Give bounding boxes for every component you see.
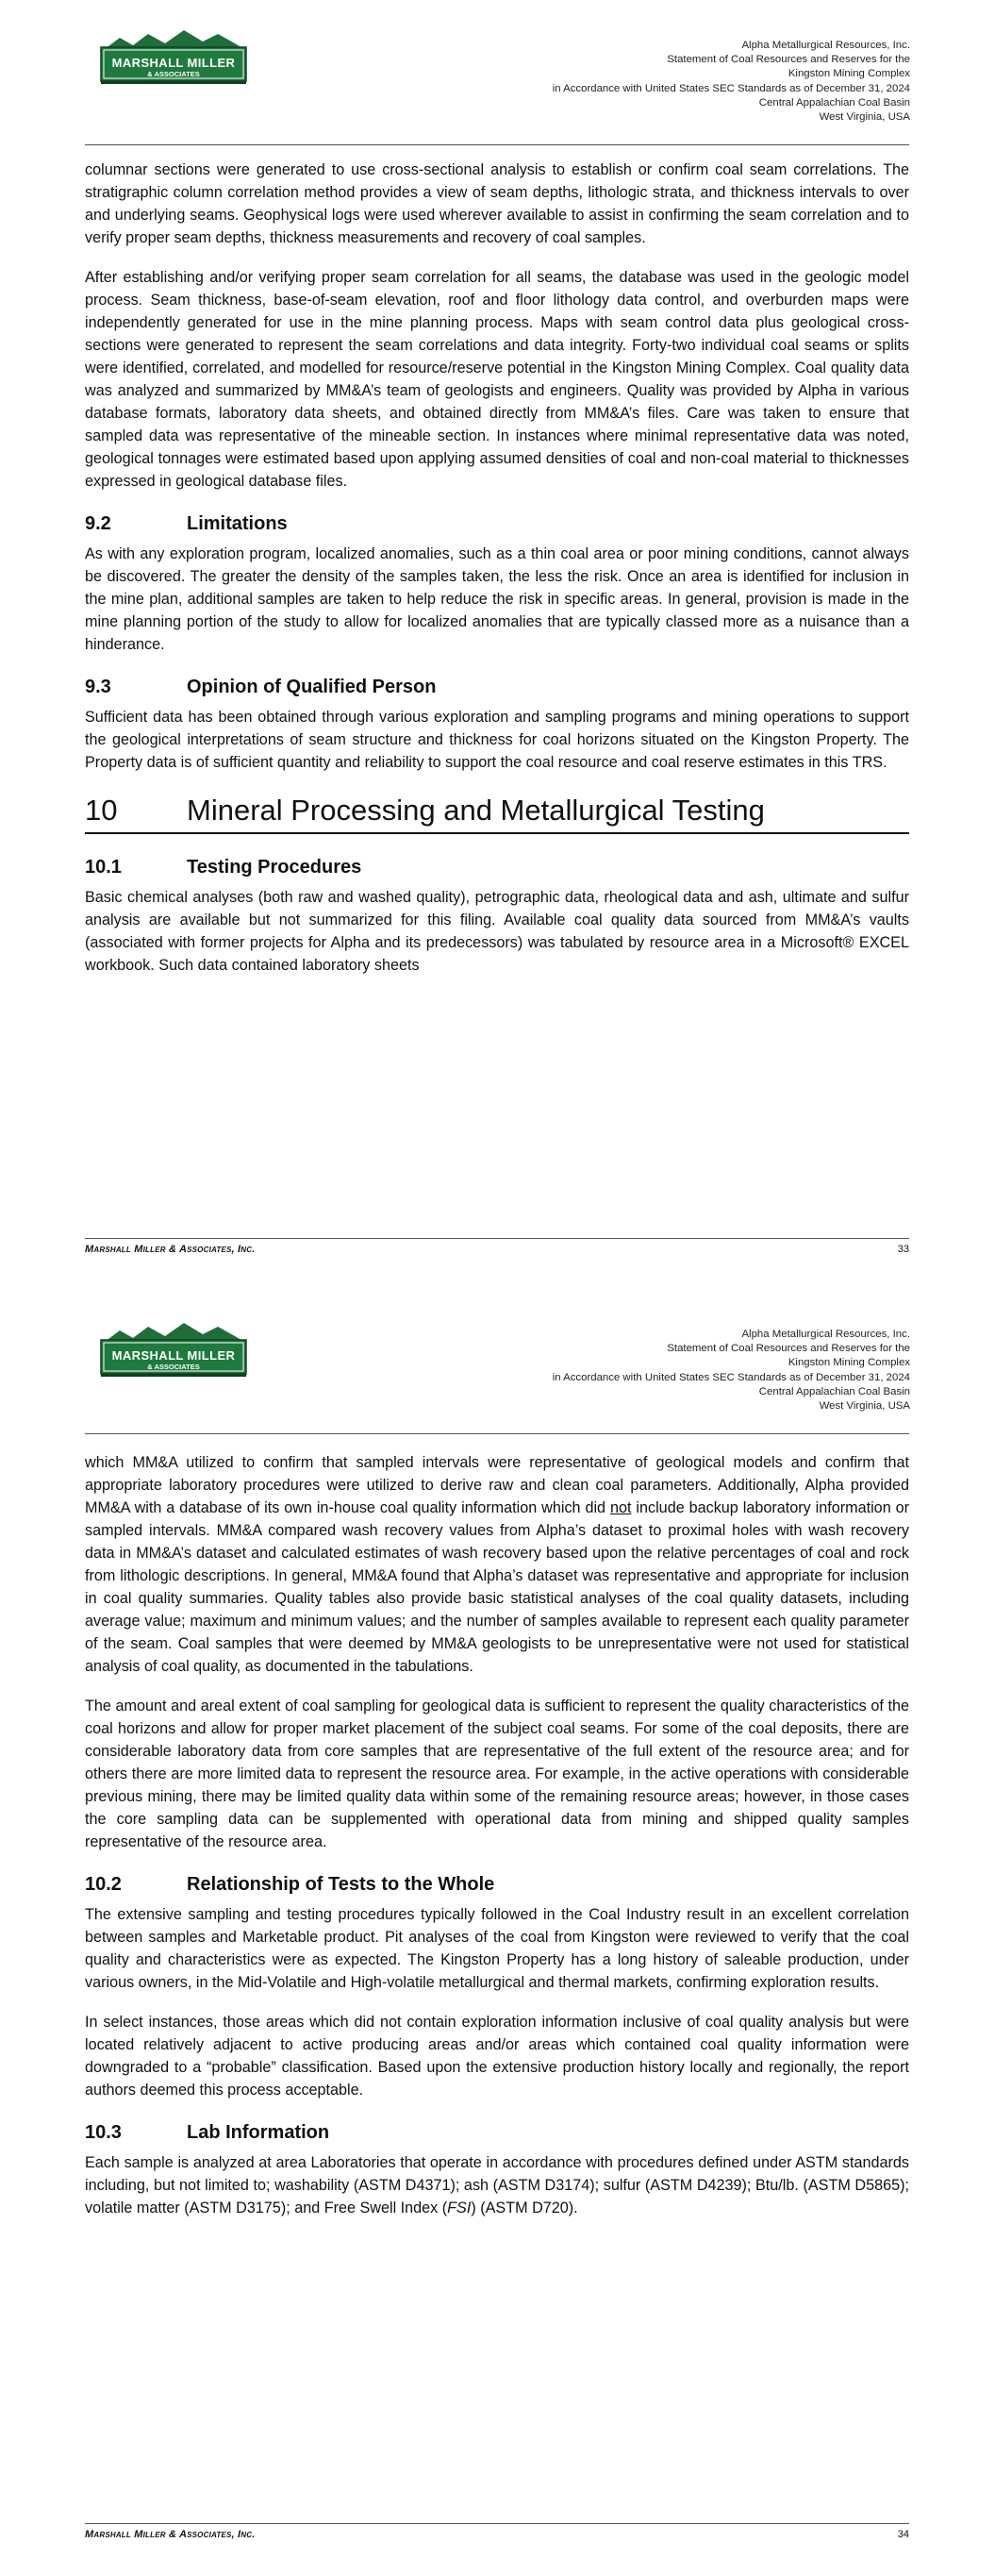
text-run: include backup laboratory information or sampled intervals. MM&A compared wash recovery values from Alpha’s dataset to proximal holes with wash recovery data in MM&A’s dataset and calculated estimates of wash recovery based upon the relative percentages of coal and rock from lithologic descriptions. In general, MM&A found that Alpha’s dataset was representative and appropriate for inclusion in coal quality summaries. Quality tables also provide basic statistical analyses of the coal quality datasets, including average value; maximum and minimum values; and the number of samples available to represent each quality parameter of the seam. Coal samples that were deemed by MM&A geologists to be unrepresentative were not used for statistical analysis of coal quality, as documented in the tabulations. [85, 1499, 909, 1675]
header-basin: Central Appalachian Coal Basin [758, 96, 910, 109]
paragraph: The extensive sampling and testing procedures typically followed in the Coal Industry result in an excellent correlation between samples and Marketable product. Pit analyses of the coal from Kingston were reviewed to verify that the coal quality and characteristics were as expected. The Kingston Property has a long history of saleable production, under various owners, in the Mid-Volatile and High-volatile metallurgical and thermal markets, confirming exploration results. [85, 1906, 909, 1991]
header-location: West Virginia, USA [819, 1400, 910, 1413]
underlined-word: not [609, 1499, 632, 1516]
svg-text:MARSHALL MILLER: MARSHALL MILLER [111, 1348, 236, 1363]
page-footer [85, 2529, 909, 2540]
section-title: Testing Procedures [187, 857, 362, 878]
report-header [344, 39, 910, 125]
section-title: Opinion of Qualified Person [187, 677, 437, 697]
paragraph [85, 2151, 909, 2219]
section-heading-10-1 [85, 853, 909, 881]
page-body [85, 159, 909, 994]
section-heading-9-2 [85, 510, 909, 538]
page-footer [85, 1244, 909, 1255]
header-standards: in Accordance with United States SEC Standards as of December 31, 2024 [552, 1371, 910, 1383]
header-rule [85, 1433, 909, 1434]
chapter-heading-10 [85, 791, 909, 834]
company-logo [97, 1319, 250, 1389]
page-body [85, 1451, 909, 2236]
footer-rule [85, 1238, 909, 1239]
svg-text:& ASSOCIATES: & ASSOCIATES [147, 1363, 200, 1371]
text-run: ) (ASTM D720). [471, 2200, 578, 2216]
section-title: Relationship of Tests to the Whole [187, 1874, 495, 1895]
page-number: 34 [897, 2529, 909, 2540]
header-statement: Statement of Coal Resources and Reserves for the [667, 54, 910, 66]
text-run: which MM&A utilized to confirm that sampled intervals were representative of geological models and confirm that appropriate laboratory procedures were utilized to derive raw and clean coal parameters. Additionally, Alpha provided MM&A with a database of its own in-house coal quality information which did [85, 1454, 909, 1516]
header-statement: Statement of Coal Resources and Reserves for the [667, 1343, 910, 1355]
section-heading-10-3 [85, 2118, 909, 2147]
header-company: Alpha Metallurgical Resources, Inc. [741, 1329, 910, 1340]
header-rule [85, 144, 909, 145]
paragraph: After establishing and/or verifying proper seam correlation for all seams, the database was used in the geologic model process. Seam thickness, base-of-seam elevation, roof and floor lithology data control, and overburden maps were independently generated for use in the mine planning process. Maps with seam control data plus geological cross-sections were generated to represent the seam correlations and data integrity. Forty-two individual coal seams or splits were identified, correlated, and modelled for resource/reserve potential in the Kingston Mining Complex. Coal quality data was analyzed and summarized by MM&A’s team of geologists and engineers. Quality was provided by Alpha in various database formats, laboratory data sheets, and obtained directly from MM&A’s files. Care was taken to ensure that sampled data was representative of the mineable section. In instances where minimal representative data was noted, geological tonnages were estimated based upon applying assumed densities of coal and non-coal material to thicknesses expressed in geological database files. [85, 269, 909, 490]
chapter-number: 10 [85, 794, 118, 827]
document-page-34 [0, 1288, 995, 2576]
italic-term: FSI [447, 2200, 472, 2216]
header-complex: Kingston Mining Complex [788, 68, 910, 80]
footer-rule [85, 2523, 909, 2524]
footer-firm: Marshall Miller & Associates, Inc. [85, 2529, 256, 2540]
section-heading-10-2 [85, 1870, 909, 1899]
footer-firm: Marshall Miller & Associates, Inc. [85, 1244, 256, 1255]
section-number: 10.3 [85, 2122, 122, 2143]
paragraph: columnar sections were generated to use cross-sectional analysis to establish or confirm coal seam correlations. The stratigraphic column correlation method provides a view of seam depths, lithologic strata, and thickness intervals to over and underlying seams. Geophysical logs were used wherever available to assist in confirming the seam correlation and to verify proper seam depths, thickness measurements and recovery of coal samples. [85, 161, 909, 246]
header-complex: Kingston Mining Complex [788, 1357, 910, 1369]
section-title: Lab Information [187, 2122, 330, 2143]
header-company: Alpha Metallurgical Resources, Inc. [741, 40, 910, 51]
paragraph [85, 1451, 909, 1678]
section-heading-9-3 [85, 673, 909, 701]
paragraph: In select instances, those areas which did not contain exploration information inclusive of coal quality analysis but were located relatively adjacent to active producing areas and/or areas which contained coal quality information were downgraded to a “probable” classification. Based upon the extensive production history locally and regionally, the report authors deemed this process acceptable. [85, 2014, 909, 2099]
chapter-title: Mineral Processing and Metallurgical Testing [187, 794, 765, 827]
svg-text:MARSHALL MILLER: MARSHALL MILLER [111, 56, 236, 70]
company-logo [97, 26, 250, 96]
header-standards: in Accordance with United States SEC Standards as of December 31, 2024 [552, 82, 910, 94]
paragraph: As with any exploration program, localized anomalies, such as a thin coal area or poor mining conditions, cannot always be discovered. The greater the density of the samples taken, the less the risk. Once an area is identified for inclusion in the mine plan, additional samples are taken to help reduce the risk in specific areas. In general, provision is made in the mine planning portion of the study to allow for localized anomalies that are typically classed more as a nuisance than a hinderance. [85, 545, 909, 653]
section-number: 10.2 [85, 1874, 122, 1895]
section-title: Limitations [187, 513, 288, 534]
paragraph: Sufficient data has been obtained through various exploration and sampling programs and mining operations to support the geological interpretations of seam structure and thickness for coal horizons situated on the Kingston Property. The Property data is of sufficient quantity and reliability to support the coal resource and coal reserve estimates in this TRS. [85, 709, 909, 771]
report-header [344, 1328, 910, 1413]
paragraph: The amount and areal extent of coal sampling for geological data is sufficient to represent the quality characteristics of the coal horizons and allow for proper market placement of the subject coal seams. For some of the coal deposits, there are considerable laboratory data from core samples that are representative of the full extent of the resource area; and for others there are more limited data to represent the resource area. For example, in the active operations with considerable previous mining, there may be limited quality data within some of the remaining resource areas; however, in those cases the core sampling data can be supplemented with operational data from mining and shipped quality samples representative of the resource area. [85, 1698, 909, 1850]
section-number: 9.2 [85, 513, 111, 534]
header-location: West Virginia, USA [819, 111, 910, 124]
paragraph: Basic chemical analyses (both raw and washed quality), petrographic data, rheological data and ash, ultimate and sulfur analysis are available but not summarized for this filing. Available coal quality data sourced from MM&A’s vaults (associated with former projects for Alpha and its predecessors) was tabulated by resource area in a Microsoft® EXCEL workbook. Such data contained laboratory sheets [85, 889, 909, 974]
svg-text:& ASSOCIATES: & ASSOCIATES [147, 70, 200, 78]
section-number: 10.1 [85, 857, 122, 878]
header-basin: Central Appalachian Coal Basin [758, 1385, 910, 1397]
page-number: 33 [897, 1244, 909, 1255]
text-run: Each sample is analyzed at area Laboratories that operate in accordance with procedures defined under ASTM standards including, but not limited to; washability (ASTM D4371); ash (ASTM D3174); sulfur (ASTM D4239); Btu/lb. (ASTM D5865); volatile matter (ASTM D3175); and Free Swell Index ( [85, 2154, 909, 2216]
section-number: 9.3 [85, 677, 111, 697]
